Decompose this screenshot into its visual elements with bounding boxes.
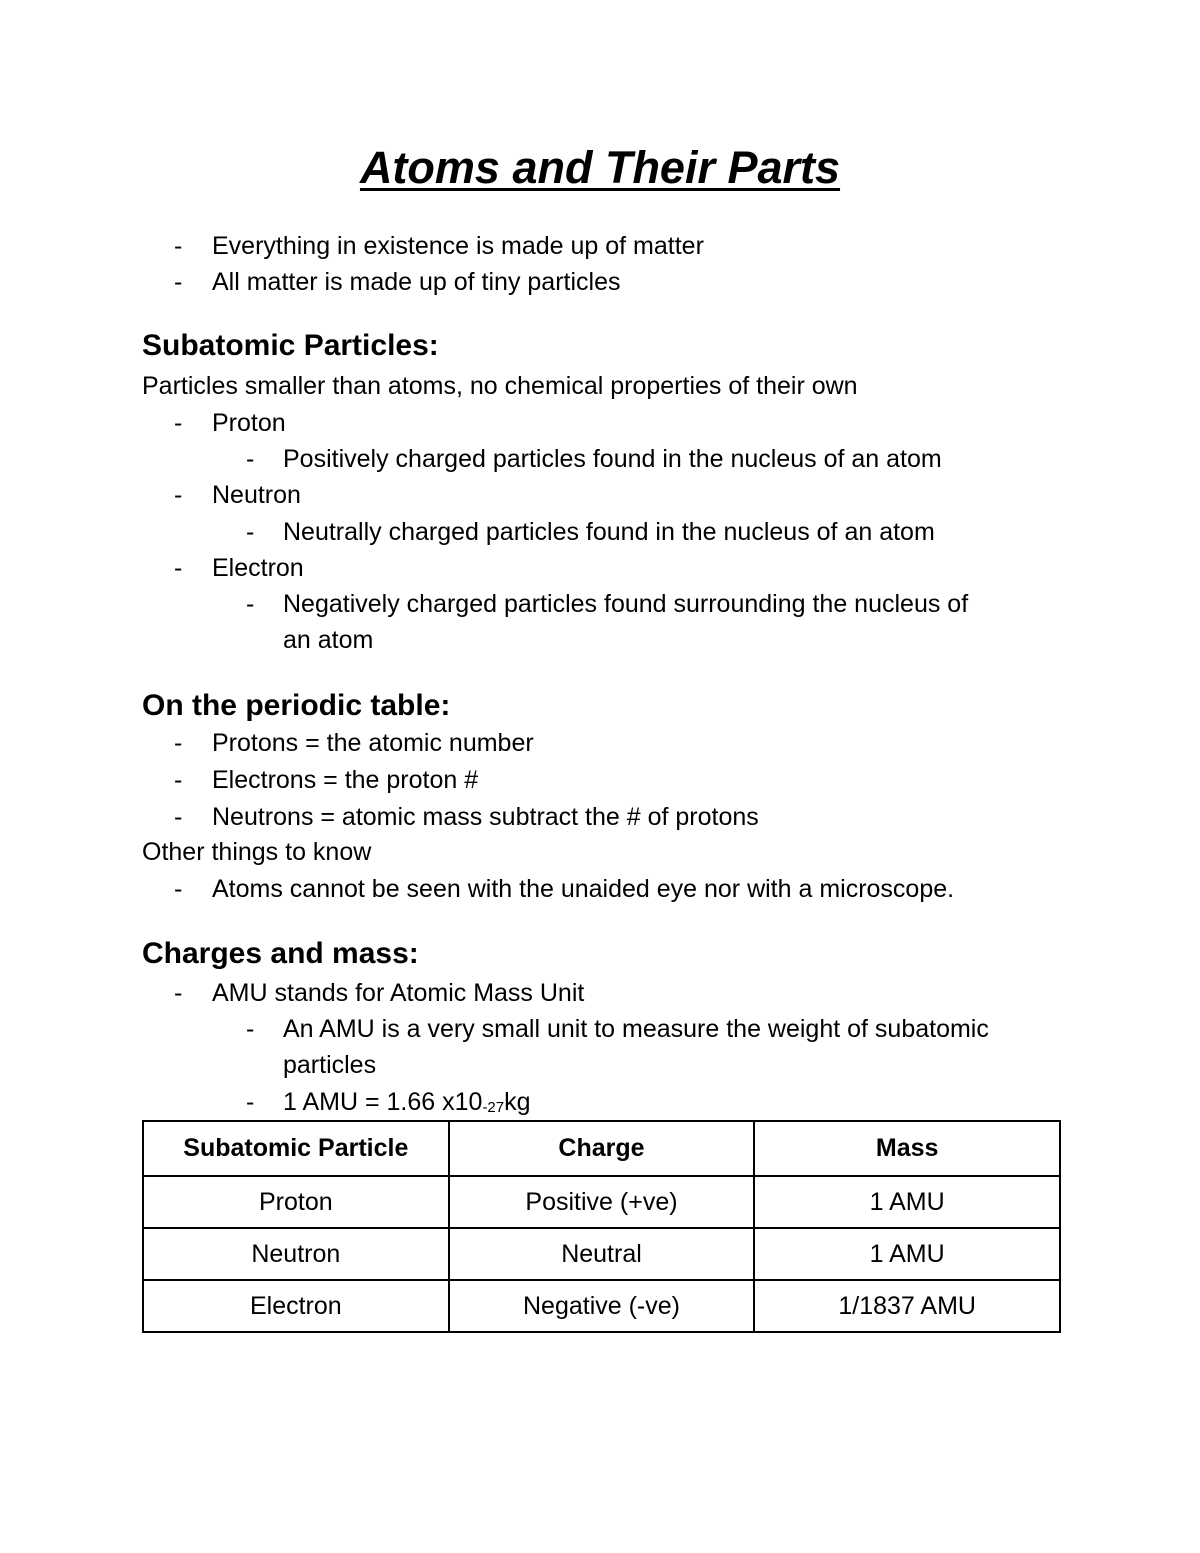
neutron-description: Neutrally charged particles found in the nucleus of an atom [283, 518, 935, 546]
bullet-dash: - [174, 232, 183, 260]
table-cell: Electron [143, 1280, 449, 1332]
sub-bullet-dash: - [246, 1015, 255, 1043]
table-header-cell: Mass [754, 1121, 1060, 1176]
sub-bullet-dash: - [246, 445, 255, 473]
section-heading-charges: Charges and mass: [142, 937, 419, 970]
intro-item-1: Everything in existence is made up of matter [212, 232, 704, 260]
bullet-dash: - [174, 481, 183, 509]
amu-value-prefix: 1 AMU = 1.66 x10 [283, 1088, 483, 1116]
amu-description-line-2: particles [283, 1051, 377, 1079]
table-cell: Negative (-ve) [449, 1280, 755, 1332]
table-cell: 1/1837 AMU [754, 1280, 1060, 1332]
table-row [143, 1176, 1060, 1228]
electron-description-line-1: Negatively charged particles found surrounding the nucleus of [283, 590, 969, 618]
amu-description-line-1: An AMU is a very small unit to measure the weight of subatomic [283, 1015, 989, 1043]
table-row [143, 1228, 1060, 1280]
bullet-dash: - [174, 803, 183, 831]
sub-bullet-dash: - [246, 1088, 255, 1116]
bullet-dash: - [174, 268, 183, 296]
section-heading-periodic: On the periodic table: [142, 689, 451, 722]
other-things-label: Other things to know [142, 838, 372, 866]
table-cell: Positive (+ve) [449, 1176, 755, 1228]
page-title: Atoms and Their Parts [359, 142, 841, 193]
table-cell: Neutron [143, 1228, 449, 1280]
table-header-row [143, 1121, 1060, 1176]
neutron-label: Neutron [212, 481, 301, 509]
proton-label: Proton [212, 409, 286, 437]
intro-item-2: All matter is made up of tiny particles [212, 268, 621, 296]
bullet-dash: - [174, 766, 183, 794]
subatomic-description: Particles smaller than atoms, no chemical properties of their own [142, 372, 858, 400]
table-cell: Proton [143, 1176, 449, 1228]
table-header-cell: Subatomic Particle [143, 1121, 449, 1176]
amu-value-exponent: -27 [482, 1099, 505, 1116]
other-things-item: Atoms cannot be seen with the unaided eye nor with a microscope. [212, 875, 955, 903]
proton-description: Positively charged particles found in the nucleus of an atom [283, 445, 942, 473]
bullet-dash: - [174, 409, 183, 437]
amu-value-suffix: kg [504, 1088, 531, 1116]
bullet-dash: - [174, 729, 183, 757]
periodic-item-1: Protons = the atomic number [212, 729, 534, 757]
periodic-item-3: Neutrons = atomic mass subtract the # of protons [212, 803, 759, 831]
bullet-dash: - [174, 554, 183, 582]
sub-bullet-dash: - [246, 590, 255, 618]
amu-item: AMU stands for Atomic Mass Unit [212, 979, 585, 1007]
electron-description-line-2: an atom [283, 626, 374, 654]
table-cell: 1 AMU [754, 1228, 1060, 1280]
table-cell: Neutral [449, 1228, 755, 1280]
bullet-dash: - [174, 979, 183, 1007]
table-header-cell: Charge [449, 1121, 755, 1176]
bullet-dash: - [174, 875, 183, 903]
table-row [143, 1280, 1060, 1332]
sub-bullet-dash: - [246, 518, 255, 546]
periodic-item-2: Electrons = the proton # [212, 766, 479, 794]
electron-label: Electron [212, 554, 304, 582]
section-heading-subatomic: Subatomic Particles: [142, 329, 439, 362]
table-cell: 1 AMU [754, 1176, 1060, 1228]
particles-table [142, 1120, 1061, 1333]
